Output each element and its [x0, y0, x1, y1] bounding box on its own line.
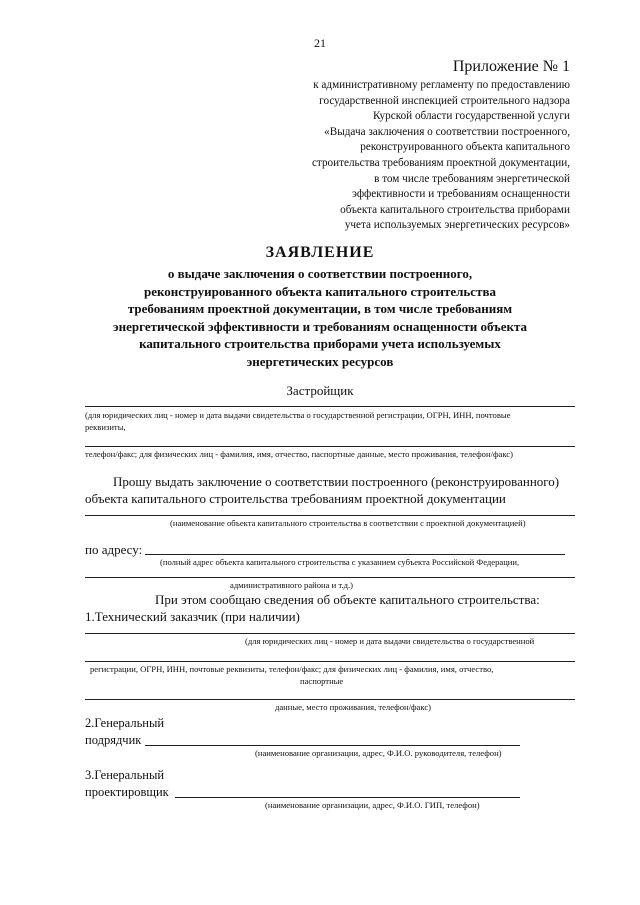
developer-field-line-1[interactable]	[85, 406, 575, 407]
appendix-line: к административному регламенту по предоставлению	[313, 79, 570, 91]
document-title: ЗАЯВЛЕНИЕ	[265, 244, 375, 261]
appendix-line: учета используемых энергетических ресурсов»	[344, 219, 570, 232]
customer-field-line-3[interactable]	[85, 699, 575, 700]
developer-hint-2: телефон/факс; для физических лиц - фамилия, имя, отчество, паспортные данные, место проживания, телефон/факс)	[85, 449, 513, 459]
appendix-line: государственной инспекцией строительного надзора	[319, 94, 570, 107]
request-hint: (наименование объекта капитального строительства в соответствии с проектной документацией)	[170, 518, 526, 528]
contractor-label-1: 2.Генеральный	[85, 716, 165, 730]
appendix-line: эффективности и требованиям оснащенности	[352, 188, 570, 201]
subtitle-line: о выдаче заключения о соответствии построенного,	[167, 266, 473, 281]
developer-hint-1: (для юридических лиц - номер и дата выдачи свидетельства о государственной регистрации, ОГРН, ИНН, почтовые	[85, 410, 511, 420]
subtitle-line: реконструированного объекта капитального строительства	[143, 283, 496, 299]
appendix-line: строительства требованиям проектной документации,	[311, 156, 570, 169]
customer-label: 1.Технический заказчик (при наличии)	[85, 609, 300, 624]
developer-label: Застройщик	[286, 383, 354, 398]
appendix-text	[240, 78, 570, 234]
address-field-line-1[interactable]	[145, 554, 565, 555]
request-line-1: Прошу выдать заключение о соответствии построенного (реконструированного)	[113, 474, 560, 489]
developer-field-line-2[interactable]	[85, 446, 575, 447]
appendix-line: реконструированного объекта капитального	[360, 141, 570, 154]
customer-hint-4: данные, место проживания, телефон/факс)	[275, 702, 432, 712]
appendix-title: Приложение № 1	[452, 58, 570, 75]
info-intro: При этом сообщаю сведения об объекте капитального строительства:	[155, 592, 540, 607]
contractor-hint: (наименование организации, адрес, Ф.И.О. руководителя, телефон)	[255, 748, 502, 758]
address-hint-2: административного района и т.д.)	[230, 580, 354, 590]
address-label: по адресу:	[85, 542, 143, 557]
address-hint-1: (полный адрес объекта капитального строительства с указанием субъекта Российской Федерации,	[160, 557, 520, 567]
contractor-field-line[interactable]	[145, 745, 520, 746]
designer-hint: (наименование организации, адрес, Ф.И.О. ГИП, телефон)	[265, 800, 480, 810]
appendix-line: Курской области государственной услуги	[372, 110, 570, 123]
designer-label-2: проектировщик	[85, 785, 169, 799]
subtitle-line: капитального строительства приборами учета используемых	[139, 336, 501, 352]
appendix-line: объекта капитального строительства приборами	[340, 203, 570, 216]
customer-field-line-2[interactable]	[85, 661, 575, 662]
request-line-2: объекта капитального строительства требованиям проектной документации	[85, 491, 506, 506]
address-field-line-2[interactable]	[85, 577, 575, 578]
appendix-line: «Выдача заключения о соответствии построенного,	[324, 125, 570, 138]
designer-field-line[interactable]	[175, 797, 520, 798]
appendix-line: в том числе требованиям энергетической	[374, 172, 570, 185]
subtitle-line: требованиям проектной документации, в том числе требованиям	[127, 301, 513, 317]
customer-field-line-1[interactable]	[85, 633, 575, 634]
customer-hint-3: паспортные	[300, 676, 344, 686]
subtitle-line: энергетической эффективности и требованиям оснащенности объекта	[112, 318, 528, 334]
contractor-label-2: подрядчик	[85, 733, 142, 747]
developer-hint-1b: реквизиты,	[85, 422, 126, 432]
object-name-field-line[interactable]	[85, 515, 575, 516]
customer-hint-2: регистрации, ОГРН, ИНН, почтовые реквизиты, телефон/факс; для физических лиц - фамилия, имя, отчество,	[90, 664, 494, 674]
subtitle-line: энергетических ресурсов	[246, 353, 394, 369]
page-number: 21	[314, 36, 326, 50]
document-subtitle	[70, 265, 570, 371]
customer-hint-1: (для юридических лиц - номер и дата выдачи свидетельства о государственной	[245, 636, 535, 646]
designer-label-1: 3.Генеральный	[85, 768, 165, 782]
